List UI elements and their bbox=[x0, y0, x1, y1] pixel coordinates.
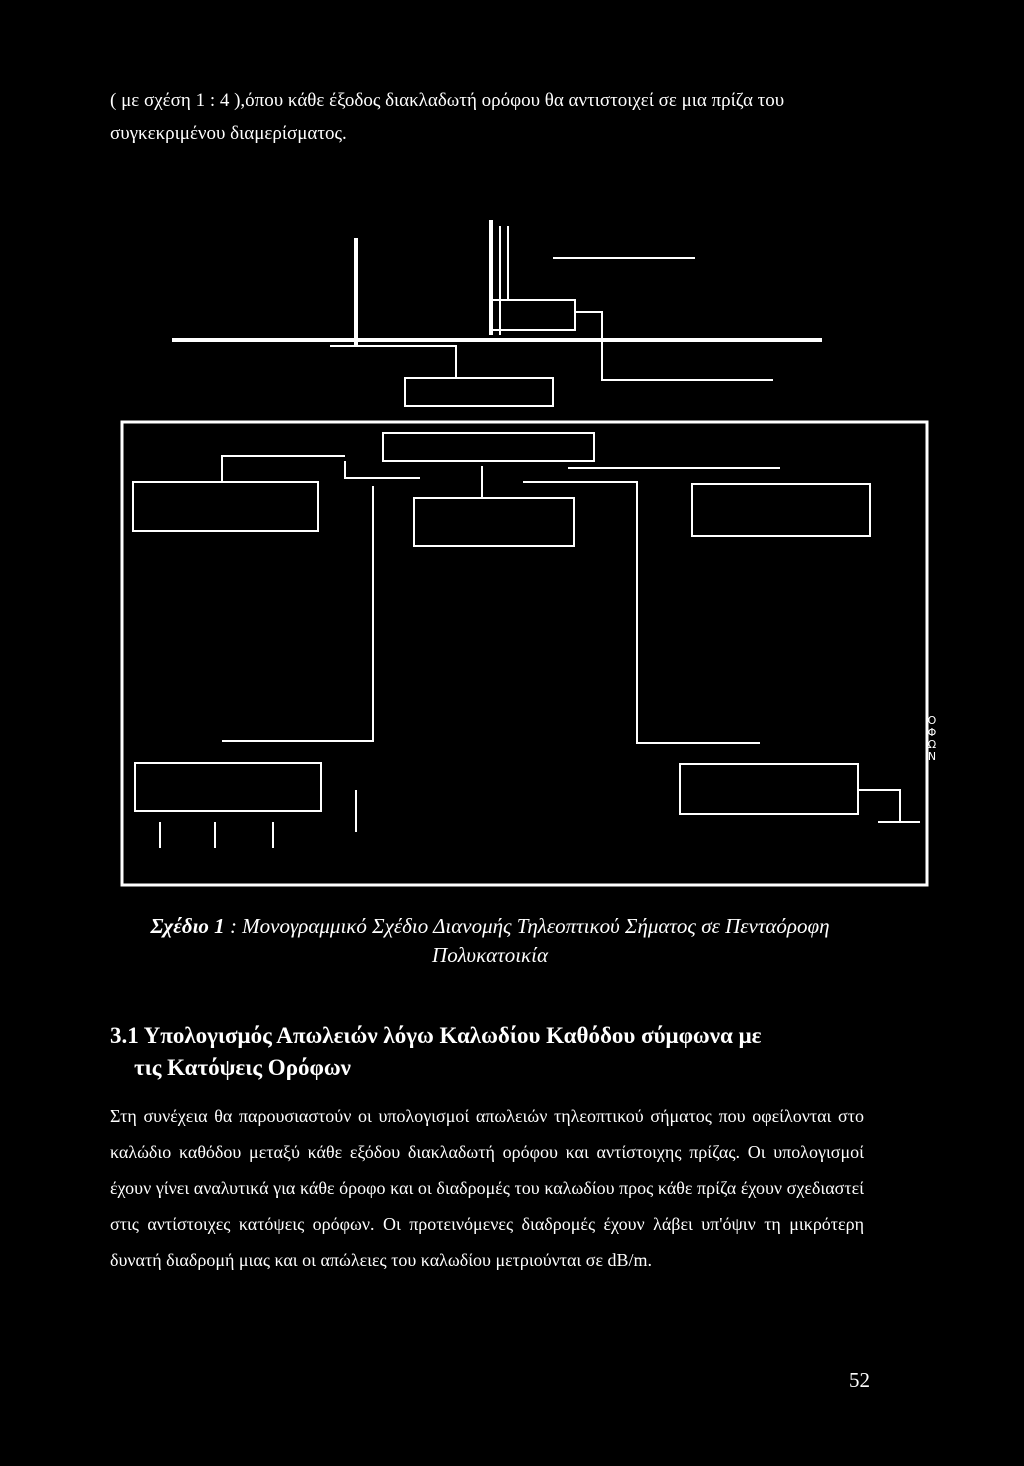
section-heading bbox=[110, 1020, 880, 1084]
main-distribution-box bbox=[383, 433, 594, 461]
caption-label: Σχέδιο 1 bbox=[150, 914, 225, 938]
side-label-char: Φ bbox=[927, 726, 937, 739]
side-label-char: O bbox=[927, 714, 937, 727]
heading-line-1: 3.1 Υπολογισμός Απωλειών λόγω Καλωδίου Καθόδου σύμφωνα με bbox=[110, 1023, 762, 1048]
headend-amplifier-box bbox=[491, 300, 575, 330]
figure-caption bbox=[120, 912, 860, 970]
page-number: 52 bbox=[849, 1368, 870, 1392]
floor-box-right-lower bbox=[680, 764, 858, 814]
roof-splitter-box bbox=[405, 378, 553, 406]
building-outline bbox=[122, 422, 927, 885]
body-paragraph: Στη συνέχεια θα παρουσιαστούν οι υπολογισμοί απωλειών τηλεοπτικού σήματος που οφείλονται στο καλώδιο καθόδου μεταξύ κάθε εξόδου διακλαδωτή ορόφου και αντίστοιχης πρίζας. Οι υπολογισμοί έχουν γίνει αναλυτικά για κάθε όροφο και οι διαδρομές του καλωδίου προς κάθε πρίζα έχουν σχεδιαστεί στις αντίστοιχες κατόψεις ορόφων. Οι προτεινόμενες διαδρομές έχουν λάβει υπ'όψιν τη μικρότερη δυνατή διαδρομή μιας και οι απώλειες του καλωδίου μετριούνται σε dB/m. bbox=[110, 1106, 864, 1270]
right-branch-line bbox=[523, 482, 760, 743]
left-branch-line bbox=[345, 461, 420, 478]
side-label-char: Ν bbox=[927, 750, 937, 763]
intro-paragraph: ( με σχέση 1 : 4 ),όπου κάθε έξοδος διακλαδωτή ορόφου θα αντιστοιχεί σε μια πρίζα του συγκεκριμένου διαμερίσματος. bbox=[110, 90, 785, 144]
floor-box-center bbox=[414, 498, 574, 546]
caption-text: : Μονογραμμικό Σχέδιο Διανομής Τηλεοπτικού Σήματος σε Πενταόροφη Πολυκατοικία bbox=[224, 914, 830, 967]
floor-box-right-upper bbox=[692, 484, 870, 536]
left-riser-line bbox=[222, 486, 373, 741]
floor-box-left-lower bbox=[135, 763, 321, 811]
ground-line bbox=[858, 790, 900, 822]
heading-line-2: τις Κατόψεις Ορόφων bbox=[134, 1055, 351, 1080]
floor-box-left-upper bbox=[133, 482, 318, 531]
amplifier-feed-line bbox=[575, 312, 773, 380]
side-label bbox=[926, 715, 938, 763]
side-label-char: Ω bbox=[927, 738, 937, 751]
roof-drop-line bbox=[330, 346, 456, 378]
left-upper-line bbox=[222, 456, 345, 482]
